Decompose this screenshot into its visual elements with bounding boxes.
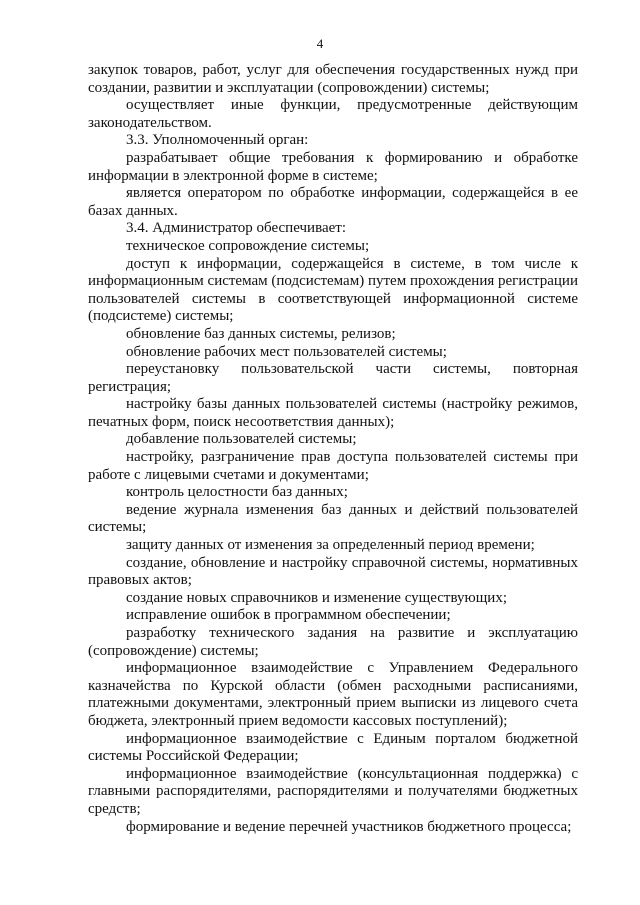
paragraph: осуществляет иные функции, предусмотренные действующим законодательством. — [88, 97, 578, 131]
paragraph: настройку, разграничение прав доступа пользователей системы при работе с лицевыми счетами и документами; — [88, 449, 578, 483]
paragraph: 3.4. Администратор обеспечивает: — [126, 220, 346, 237]
paragraph: исправление ошибок в программном обеспечении; — [126, 607, 451, 624]
paragraph: информационное взаимодействие с Управлением Федерального казначейства по Курской области (обмен расходными расписаниями, платежными документами, электронный прием выписки из лицевого счета бюджета, электронный прием ведомости кассовых поступлений); — [88, 660, 578, 729]
document-body — [88, 62, 578, 836]
paragraph: информационное взаимодействие с Единым порталом бюджетной системы Российской Федерации; — [88, 730, 578, 765]
paragraph: закупок товаров, работ, услуг для обеспечения государственных нужд при создании, развитии и эксплуатации (сопровождении) системы; — [88, 62, 578, 96]
paragraph: добавление пользователей системы; — [126, 431, 357, 448]
paragraph: переустановку пользовательской части системы, повторная регистрация; — [88, 361, 578, 395]
paragraph: разрабатывает общие требования к формированию и обработке информации в электронной форме в системе; — [88, 149, 578, 184]
paragraph: разработку технического задания на развитие и эксплуатацию (сопровождение) системы; — [88, 625, 578, 659]
paragraph: создание новых справочников и изменение существующих; — [126, 589, 507, 606]
page-number: 4 — [316, 36, 324, 51]
paragraph: 3.3. Уполномоченный орган: — [126, 132, 309, 149]
paragraph: настройку базы данных пользователей системы (настройку режимов, печатных форм, поиск несоответствия данных); — [88, 396, 578, 430]
paragraph: техническое сопровождение системы; — [126, 237, 370, 254]
paragraph: ведение журнала изменения баз данных и действий пользователей системы; — [88, 501, 578, 536]
paragraph: доступ к информации, содержащейся в системе, в том числе к информационным системам (подсистемам) путем прохождения регистрации пользователей системы в соответствующей информационной системе (подсистеме) системы; — [88, 255, 578, 325]
paragraph: обновление баз данных системы, релизов; — [126, 325, 396, 342]
paragraph: защиту данных от изменения за определенный период времени; — [126, 537, 535, 554]
paragraph: является оператором по обработке информации, содержащейся в ее базах данных. — [88, 185, 578, 219]
paragraph: формирование и ведение перечней участников бюджетного процесса; — [126, 818, 572, 835]
paragraph: контроль целостности баз данных; — [126, 484, 348, 501]
paragraph: обновление рабочих мест пользователей системы; — [126, 343, 447, 360]
paragraph: создание, обновление и настройку справочной системы, нормативных правовых актов; — [88, 554, 578, 589]
paragraph: информационное взаимодействие (консультационная поддержка) с главными распорядителями, распорядителями и получателями бюджетных средств; — [88, 765, 578, 817]
